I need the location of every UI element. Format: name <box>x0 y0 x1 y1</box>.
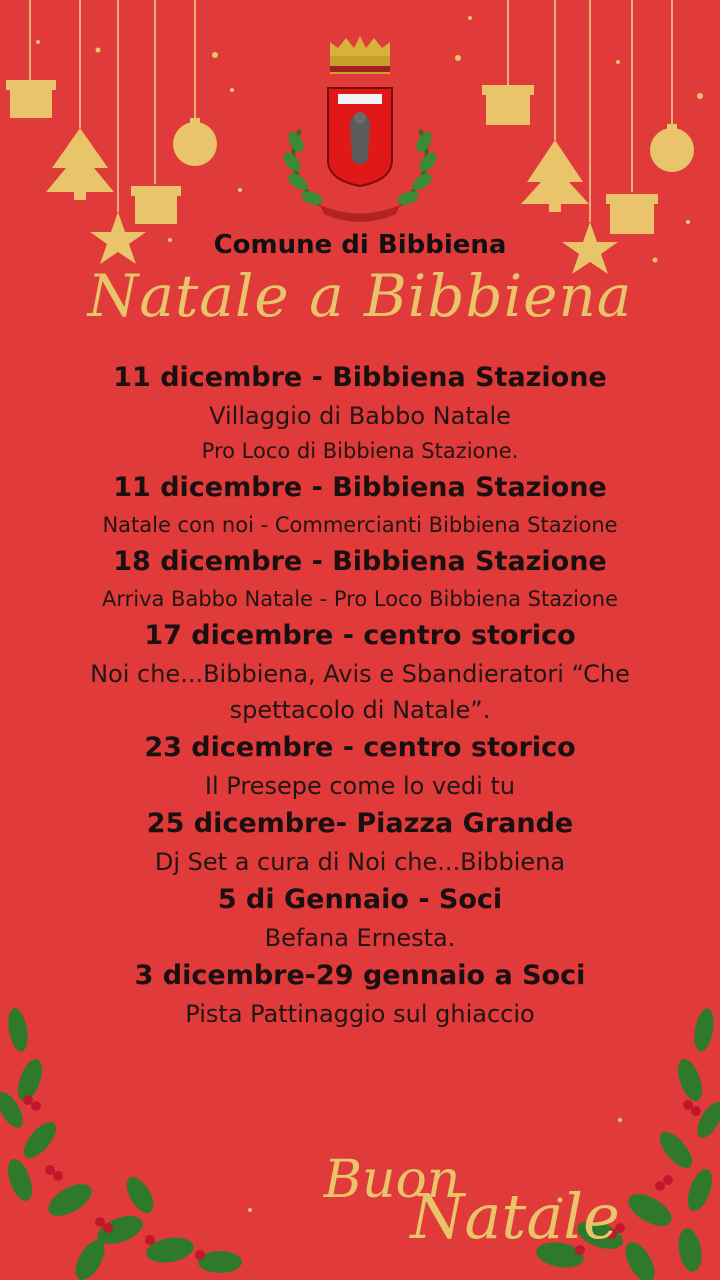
event-item <box>0 728 720 804</box>
event-title: 18 dicembre - Bibbiena Stazione <box>113 546 607 577</box>
event-description: Pista Pattinaggio sul ghiaccio <box>185 1000 535 1028</box>
gift-icon <box>486 93 530 125</box>
gift-icon <box>135 194 177 224</box>
event-item <box>0 468 720 542</box>
event-description: Befana Ernesta. <box>264 924 456 952</box>
greeting-natale: Natale <box>410 1180 620 1253</box>
event-description: Dj Set a cura di Noi che...Bibbiena <box>154 848 566 876</box>
event-title: 25 dicembre- Piazza Grande <box>146 808 574 839</box>
holly-decoration-left <box>0 1007 242 1280</box>
event-title: 5 di Gennaio - Soci <box>217 884 503 915</box>
event-description: Villaggio di Babbo Natale <box>209 402 511 430</box>
event-title: 3 dicembre-29 gennaio a Soci <box>134 960 586 991</box>
event-title: 11 dicembre - Bibbiena Stazione <box>113 472 607 503</box>
event-description: spettacolo di Natale”. <box>229 696 491 724</box>
event-title: 17 dicembre - centro storico <box>144 620 576 651</box>
ornament-ball-icon <box>650 128 694 172</box>
event-item <box>0 616 720 728</box>
poster-script-title: Natale a Bibbiena <box>87 262 633 330</box>
events-list <box>0 358 720 1032</box>
ornament-ball-icon <box>173 122 217 166</box>
event-item <box>0 542 720 616</box>
event-item <box>0 956 720 1032</box>
tree-icon <box>46 128 114 192</box>
event-description: Pro Loco di Bibbiena Stazione. <box>201 439 519 463</box>
event-description: Il Presepe come lo vedi tu <box>204 772 516 800</box>
municipality-title: Comune di Bibbiena <box>213 230 507 260</box>
greeting-buon: Buon <box>323 1150 461 1210</box>
event-item <box>0 880 720 956</box>
coat-of-arms-emblem <box>280 36 439 222</box>
event-description: Natale con noi - Commercianti Bibbiena Stazione <box>102 513 618 537</box>
event-item <box>0 358 720 468</box>
event-title: 11 dicembre - Bibbiena Stazione <box>113 362 607 393</box>
event-description: Arriva Babbo Natale - Pro Loco Bibbiena Stazione <box>101 587 618 611</box>
tree-icon <box>521 140 589 204</box>
event-title: 23 dicembre - centro storico <box>144 732 576 763</box>
event-item <box>0 804 720 880</box>
gift-icon <box>10 88 52 118</box>
event-description: Noi che...Bibbiena, Avis e Sbandieratori “Che <box>90 660 630 688</box>
